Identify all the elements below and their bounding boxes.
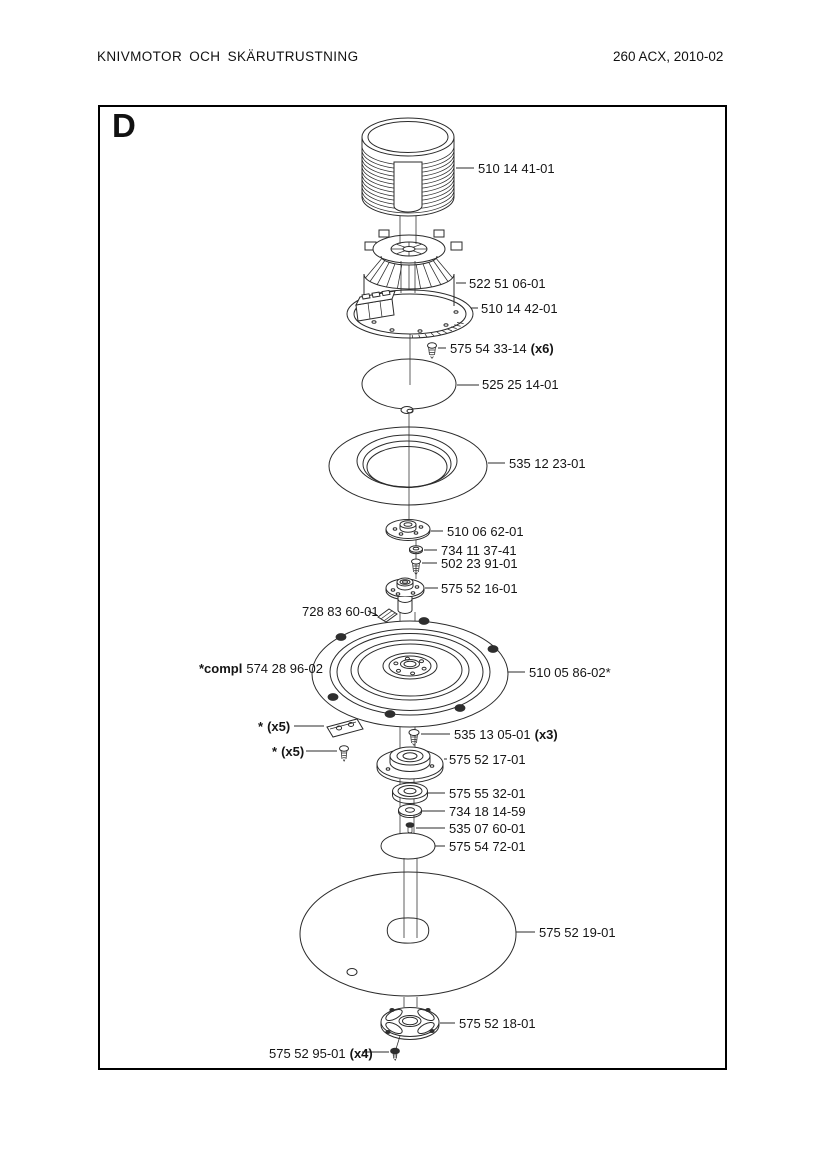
- part-label: 535 07 60-01: [449, 821, 526, 836]
- skid-plate-drawing: [300, 872, 516, 996]
- part-label: 510 05 86-02*: [529, 665, 611, 680]
- hub-disc-drawing: [386, 520, 430, 541]
- part-label: 575 55 32-01: [449, 786, 526, 801]
- part-label: * (x5): [258, 719, 291, 734]
- washer-734-11-37-41-drawing: [410, 546, 423, 554]
- part-label: 510 06 62-01: [447, 524, 524, 539]
- part-label: 575 54 33-14 (x6): [450, 341, 554, 356]
- bottom-screw-drawing: [391, 1048, 400, 1060]
- part-label: 728 83 60-01: [302, 604, 379, 619]
- part-label: 522 51 06-01: [469, 276, 546, 291]
- knife-screw-drawing: [340, 746, 349, 761]
- knife-blade-drawing: [327, 719, 363, 737]
- washer-734-18-14-59-drawing: [399, 805, 422, 818]
- part-label: 575 52 95-01 (x4): [269, 1046, 373, 1061]
- part-label: * (x5): [272, 744, 305, 759]
- part-label: 575 52 16-01: [441, 581, 518, 596]
- part-label: 535 13 05-01 (x3): [454, 727, 558, 742]
- blade-disc-drawing: [312, 618, 508, 728]
- friction-disc-drawing: [381, 833, 435, 859]
- part-label: 502 23 91-01: [441, 556, 518, 571]
- part-label: 575 52 17-01: [449, 752, 526, 767]
- upper-hub-drawing: [386, 578, 424, 614]
- screw-575-54-33-14-drawing: [428, 343, 437, 359]
- connector-drawing: [378, 609, 397, 622]
- part-label: *compl 574 28 96-02: [199, 661, 323, 676]
- page-title: KNIVMOTOR OCH SKÄRUTRUSTNING: [97, 49, 359, 64]
- motor-drawing: [347, 230, 473, 338]
- document-reference: 260 ACX, 2010-02: [613, 49, 724, 64]
- part-label: 575 52 19-01: [539, 925, 616, 940]
- motor-housing-drawing: [362, 118, 454, 216]
- bearing-drawing: [393, 783, 428, 804]
- nut-drawing: [406, 823, 414, 833]
- part-label: 575 52 18-01: [459, 1016, 536, 1031]
- part-label: 510 14 42-01: [481, 301, 558, 316]
- part-label: 734 11 37-41: [441, 543, 517, 558]
- part-label: 575 54 72-01: [449, 839, 526, 854]
- bottom-hub-drawing: [381, 1007, 439, 1039]
- screw-535-13-05-01-drawing: [409, 730, 419, 746]
- section-letter: D: [112, 107, 136, 144]
- bearing-ring-drawing: [329, 427, 487, 505]
- lower-hub-drawing: [377, 747, 443, 783]
- part-label: 535 12 23-01: [509, 456, 586, 471]
- part-label: 510 14 41-01: [478, 161, 555, 176]
- part-label: 734 18 14-59: [449, 804, 526, 819]
- part-label: 525 25 14-01: [482, 377, 559, 392]
- seal-disc-drawing: [362, 359, 456, 414]
